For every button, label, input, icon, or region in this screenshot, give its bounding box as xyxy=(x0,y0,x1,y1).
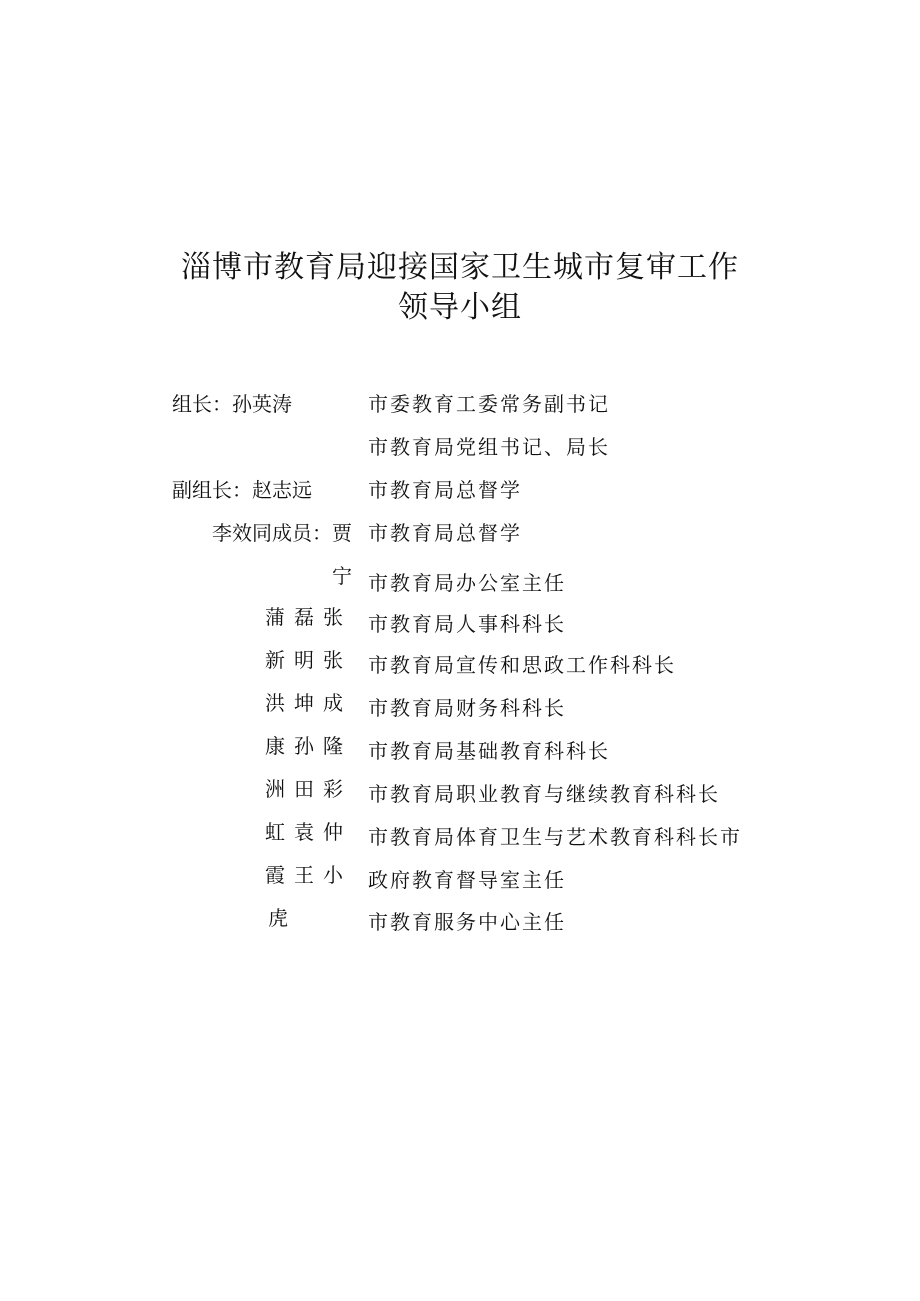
roster-position-cell: 政府教育督导室主任 xyxy=(368,868,566,892)
roster-left-cell: 蒲磊张 xyxy=(265,605,352,629)
roster-left-cell: 康孙隆 xyxy=(265,734,352,758)
roster-position-cell: 市教育局宣传和思政工作科科长 xyxy=(368,653,676,677)
roster-position-cell: 市教育局总督学 xyxy=(368,478,522,502)
document-title-line-2: 领导小组 xyxy=(398,290,522,325)
roster-left-cell: 宁 xyxy=(332,564,352,588)
roster-position-cell: 市委教育工委常务副书记 xyxy=(368,392,610,416)
roster-left-cell: 李效同成员：贾 xyxy=(212,521,352,545)
document-title-line-1: 淄博市教育局迎接国家卫生城市复审工作 xyxy=(181,250,739,285)
roster-position-cell: 市教育局职业教育与继续教育科科长 xyxy=(368,782,720,806)
roster-position-cell: 市教育局财务科科长 xyxy=(368,696,566,720)
roster-position-cell: 市教育局办公室主任 xyxy=(368,571,566,595)
roster-left-cell: 虎 xyxy=(268,906,288,930)
roster-position-cell: 市教育局人事科科长 xyxy=(368,612,566,636)
roster-position-cell: 市教育局基础教育科科长 xyxy=(368,739,610,763)
roster-position-cell: 市教育服务中心主任 xyxy=(368,910,566,934)
roster-left-cell: 副组长：赵志远 xyxy=(172,478,312,502)
roster-left-cell: 洲田彩 xyxy=(265,777,352,801)
roster-position-cell: 市教育局总督学 xyxy=(368,521,522,545)
roster-left-cell: 新明张 xyxy=(265,648,352,672)
roster-position-cell: 市教育局党组书记、局长 xyxy=(368,435,610,459)
roster-position-cell: 市教育局体育卫生与艺术教育科科长市 xyxy=(368,825,742,849)
roster-left-cell: 虹袁仲 xyxy=(265,820,352,844)
roster-left-cell: 组长：孙英涛 xyxy=(172,392,292,416)
roster-left-cell: 洪坤成 xyxy=(265,691,352,715)
roster-left-cell: 霞王小 xyxy=(265,863,352,887)
